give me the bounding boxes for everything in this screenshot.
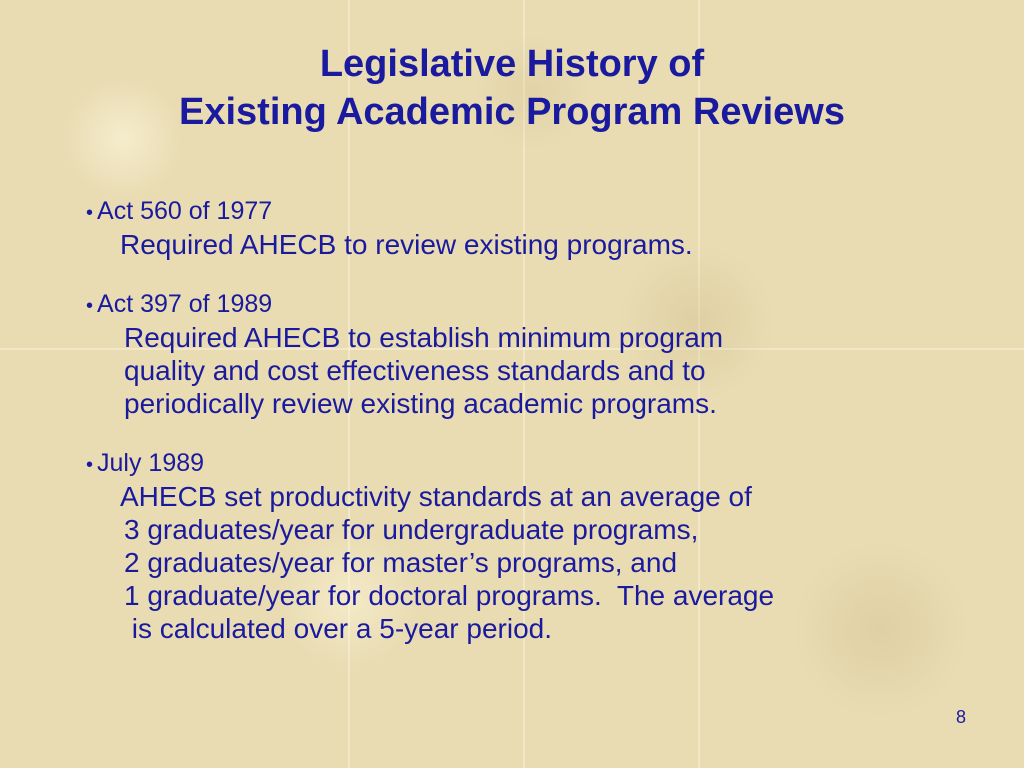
bullet-july-1989 bbox=[86, 448, 966, 645]
bullet-heading: • Act 397 of 1989 bbox=[86, 290, 273, 318]
bullet-text-line: 2 graduates/year for master’s programs, and bbox=[124, 547, 678, 578]
bullet-dot-icon: • bbox=[86, 454, 94, 476]
bullet-text-line: Required AHECB to review existing programs. bbox=[120, 229, 693, 260]
bullet-text-line: is calculated over a 5-year period. bbox=[124, 613, 552, 644]
bullet-heading: • Act 560 of 1977 bbox=[86, 197, 273, 225]
page-number: 8 bbox=[955, 707, 966, 727]
title-line-1: Legislative History of bbox=[319, 43, 705, 85]
bullet-act-560 bbox=[86, 196, 966, 261]
bullet-text-line: 1 graduate/year for doctoral programs. The average bbox=[124, 580, 775, 611]
bullet-heading: • July 1989 bbox=[86, 449, 205, 477]
bullet-text-line: AHECB set productivity standards at an average of bbox=[120, 481, 752, 512]
bullet-dot-icon: • bbox=[86, 202, 94, 224]
bullet-dot-icon: • bbox=[86, 295, 94, 317]
bullet-list bbox=[86, 196, 966, 673]
bullet-act-397 bbox=[86, 289, 966, 420]
title-line-2: Existing Academic Program Reviews bbox=[179, 91, 845, 133]
bullet-text-line: quality and cost effectiveness standards and to bbox=[124, 355, 706, 386]
slide-title bbox=[0, 40, 1024, 136]
bullet-text-line: 3 graduates/year for undergraduate programs, bbox=[124, 514, 699, 545]
bullet-text-line: Required AHECB to establish minimum program bbox=[124, 322, 724, 353]
bullet-text-line: periodically review existing academic programs. bbox=[124, 388, 717, 419]
